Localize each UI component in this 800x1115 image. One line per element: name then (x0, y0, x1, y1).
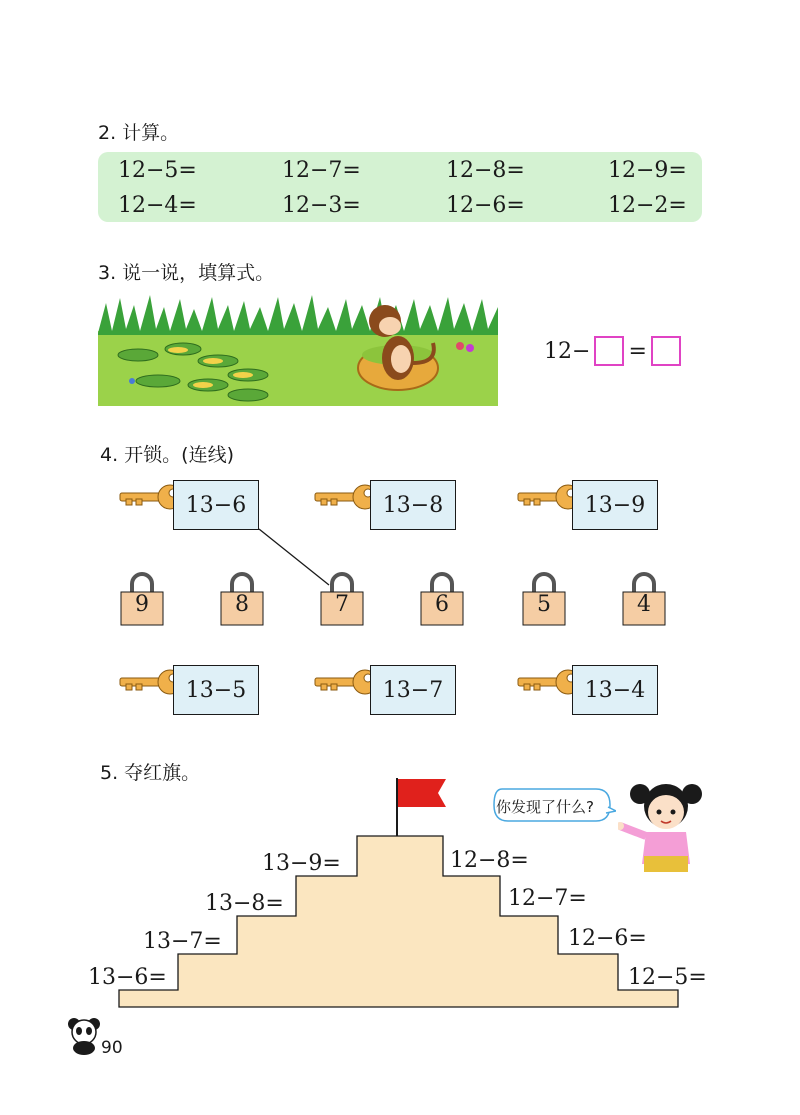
calc-item: 12−6= (446, 193, 525, 218)
lock-number: 6 (435, 592, 449, 617)
calc-item: 12−4= (118, 193, 197, 218)
lock-number: 8 (235, 592, 249, 617)
step-equation: 12−8= (450, 848, 529, 873)
section5-title: 5. 夺红旗。 (100, 762, 201, 784)
lock-number: 9 (135, 592, 149, 617)
bubble-text: 你发现了什么? (496, 798, 594, 816)
calc-item: 12−5= (118, 158, 197, 183)
step-equation: 13−8= (205, 891, 284, 916)
key-card[interactable]: 13−6 (173, 480, 259, 530)
calc-item: 12−8= (446, 158, 525, 183)
section4-title: 4. 开锁。(连线) (100, 444, 234, 466)
section2-title: 2. 计算。 (98, 122, 180, 144)
key-card[interactable]: 13−5 (173, 665, 259, 715)
step-equation: 13−6= (88, 965, 167, 990)
step-equation: 12−7= (508, 886, 587, 911)
step-equation: 12−6= (568, 926, 647, 951)
step-equation: 13−9= (262, 851, 341, 876)
equation-prefix: 12− (544, 338, 591, 364)
lock-number: 7 (335, 592, 349, 617)
key-card[interactable]: 13−7 (370, 665, 456, 715)
section3-title: 3. 说一说，填算式。 (98, 262, 275, 284)
lock-number: 5 (537, 592, 551, 617)
panda-icon (66, 1016, 102, 1056)
equals-sign: = (628, 338, 647, 364)
page-number: 90 (101, 1038, 123, 1058)
step-equation: 12−5= (628, 965, 707, 990)
calc-item: 12−3= (282, 193, 361, 218)
step-equation: 13−7= (143, 929, 222, 954)
key-card[interactable]: 13−4 (572, 665, 658, 715)
key-card[interactable]: 13−9 (572, 480, 658, 530)
calc-item: 12−2= (608, 193, 687, 218)
key-card[interactable]: 13−8 (370, 480, 456, 530)
calc-item: 12−7= (282, 158, 361, 183)
calc-item: 12−9= (608, 158, 687, 183)
lock-number: 4 (637, 592, 651, 617)
